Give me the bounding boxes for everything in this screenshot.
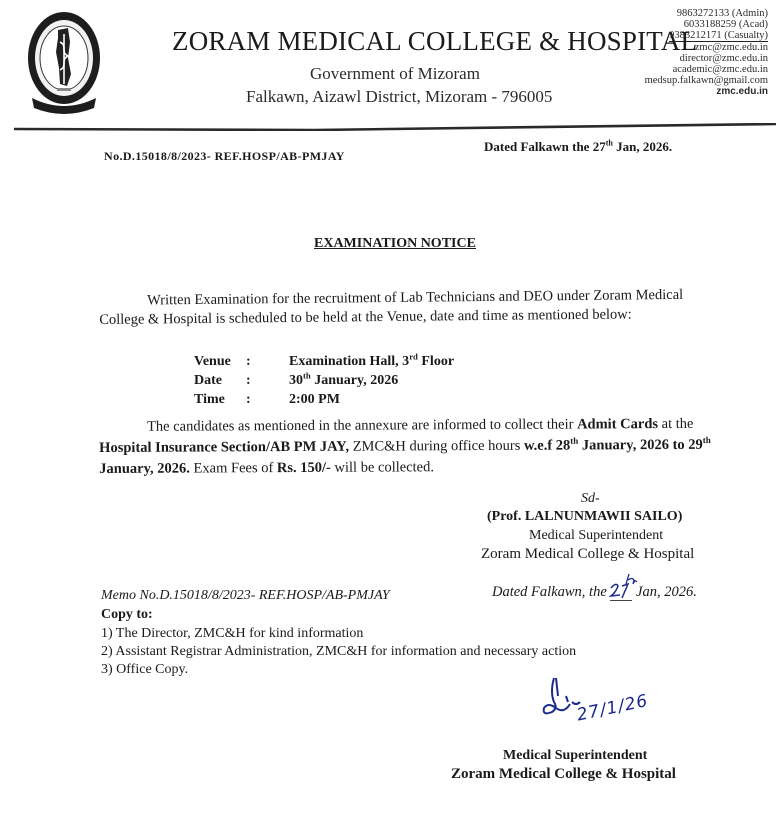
handwritten-date	[610, 586, 632, 601]
admit-text-5: will be collected.	[330, 459, 434, 476]
copy-item: 3) Office Copy.	[101, 662, 189, 677]
signature-date: 27/1/26	[575, 690, 651, 726]
memo-date-prefix: Dated Falkawn, the	[492, 584, 611, 600]
admit-bold-3c: January, 2026.	[99, 460, 190, 477]
detail-value	[289, 390, 340, 409]
detail-value-main: 2:00 PM	[289, 392, 340, 407]
detail-value-sup: rd	[409, 351, 418, 362]
letterhead-divider	[14, 123, 776, 131]
admit-text-4: Exam Fees of	[189, 460, 277, 477]
detail-separator: :	[246, 392, 251, 407]
copy-to-label: Copy to:	[101, 607, 153, 622]
email-director[interactable]: director@zmc.edu.in	[679, 52, 768, 64]
email-medsup[interactable]: medsup.falkawn@gmail.com	[644, 75, 768, 87]
final-signatory-role: Medical Superintendent	[503, 748, 648, 763]
memo-date-suffix: Jan, 2026.	[632, 584, 697, 600]
phone-admin: 9863272133 (Admin)	[676, 8, 768, 19]
reference-number: No.D.15018/8/2023- REF.HOSP/AB-PMJAY	[104, 149, 345, 163]
reference-date	[484, 139, 672, 155]
notice-intro	[99, 286, 719, 330]
email-academic[interactable]: academic@zmc.edu.in	[672, 64, 768, 76]
copy-item: 2) Assistant Registrar Administration, ZMC&H for information and necessary action	[101, 644, 577, 659]
admit-text-3: ZMC&H during office hours	[349, 437, 525, 455]
admit-text-1: The candidates as mentioned in the annexure are informed to collect their	[147, 416, 578, 435]
reference-date-prefix: Dated Falkawn the 27	[484, 139, 606, 154]
detail-row-venue	[194, 352, 454, 371]
phone-acad: 6033188259 (Acad)	[683, 19, 768, 31]
zmch-emblem-icon	[24, 8, 104, 116]
signatory-name: (Prof. LALNUNMAWII SAILO)	[487, 509, 683, 524]
detail-label: Time	[194, 392, 225, 407]
institution-address: Falkawn, Aizawl District, Mizoram - 796005	[246, 87, 553, 106]
admit-bold-3b: January, 2026 to 29	[578, 436, 703, 454]
reference-date-sup: th	[605, 138, 613, 148]
final-signatory-organization: Zoram Medical College & Hospital	[451, 766, 676, 782]
signed-mark: Sd-	[581, 491, 600, 506]
phone-casualty: 9383212171 (Casualty)	[669, 30, 768, 42]
website-link[interactable]: zmc.edu.in	[716, 86, 768, 98]
detail-row-time	[194, 390, 454, 409]
reference-date-suffix: Jan, 2026.	[612, 139, 673, 154]
admit-card-paragraph	[99, 414, 719, 480]
exam-details	[194, 352, 454, 409]
copy-to-list	[101, 625, 576, 679]
detail-row-date	[194, 371, 454, 390]
detail-value-main: Examination Hall, 3	[289, 354, 410, 369]
institution-government: Government of Mizoram	[310, 64, 480, 83]
detail-separator: :	[246, 373, 251, 388]
detail-separator: :	[246, 354, 251, 369]
admit-bold-4: Rs. 150/-	[276, 459, 331, 477]
institution-title: ZORAM MEDICAL COLLEGE & HOSPITAL	[172, 26, 698, 56]
contact-block	[645, 8, 768, 98]
copy-item: 1) The Director, ZMC&H for kind information	[101, 626, 364, 641]
detail-value-main: 30	[289, 373, 303, 388]
detail-value	[289, 352, 454, 371]
signatory-role: Medical Superintendent	[529, 528, 664, 543]
admit-sup-1: th	[570, 435, 579, 446]
notice-intro-text: Written Examination for the recruitment of Lab Technicians and DEO under Zoram Medical College & Hospital is scheduled to be held at the Venue, date and time as mentioned below:	[99, 286, 684, 328]
detail-value	[289, 371, 398, 390]
admit-sup-2: th	[702, 434, 711, 446]
admit-text-2: at the	[657, 415, 694, 433]
detail-label: Venue	[194, 354, 231, 369]
detail-value-tail: January, 2026	[310, 373, 399, 388]
admit-bold-2: Hospital Insurance Section/AB PM JAY,	[99, 438, 350, 456]
memo-number: Memo No.D.15018/8/2023- REF.HOSP/AB-PMJAY	[101, 588, 390, 603]
detail-value-tail: Floor	[417, 354, 455, 369]
detail-label: Date	[194, 373, 222, 388]
detail-value-sup: th	[303, 370, 311, 381]
signatory-organization: Zoram Medical College & Hospital	[481, 546, 695, 562]
memo-date	[492, 584, 697, 601]
notice-title: EXAMINATION NOTICE	[314, 236, 476, 251]
admit-bold-1: Admit Cards	[577, 416, 659, 433]
admit-bold-3a: w.e.f 28	[523, 437, 571, 454]
email-zmc[interactable]: zmc@zmc.edu.in	[694, 41, 768, 53]
